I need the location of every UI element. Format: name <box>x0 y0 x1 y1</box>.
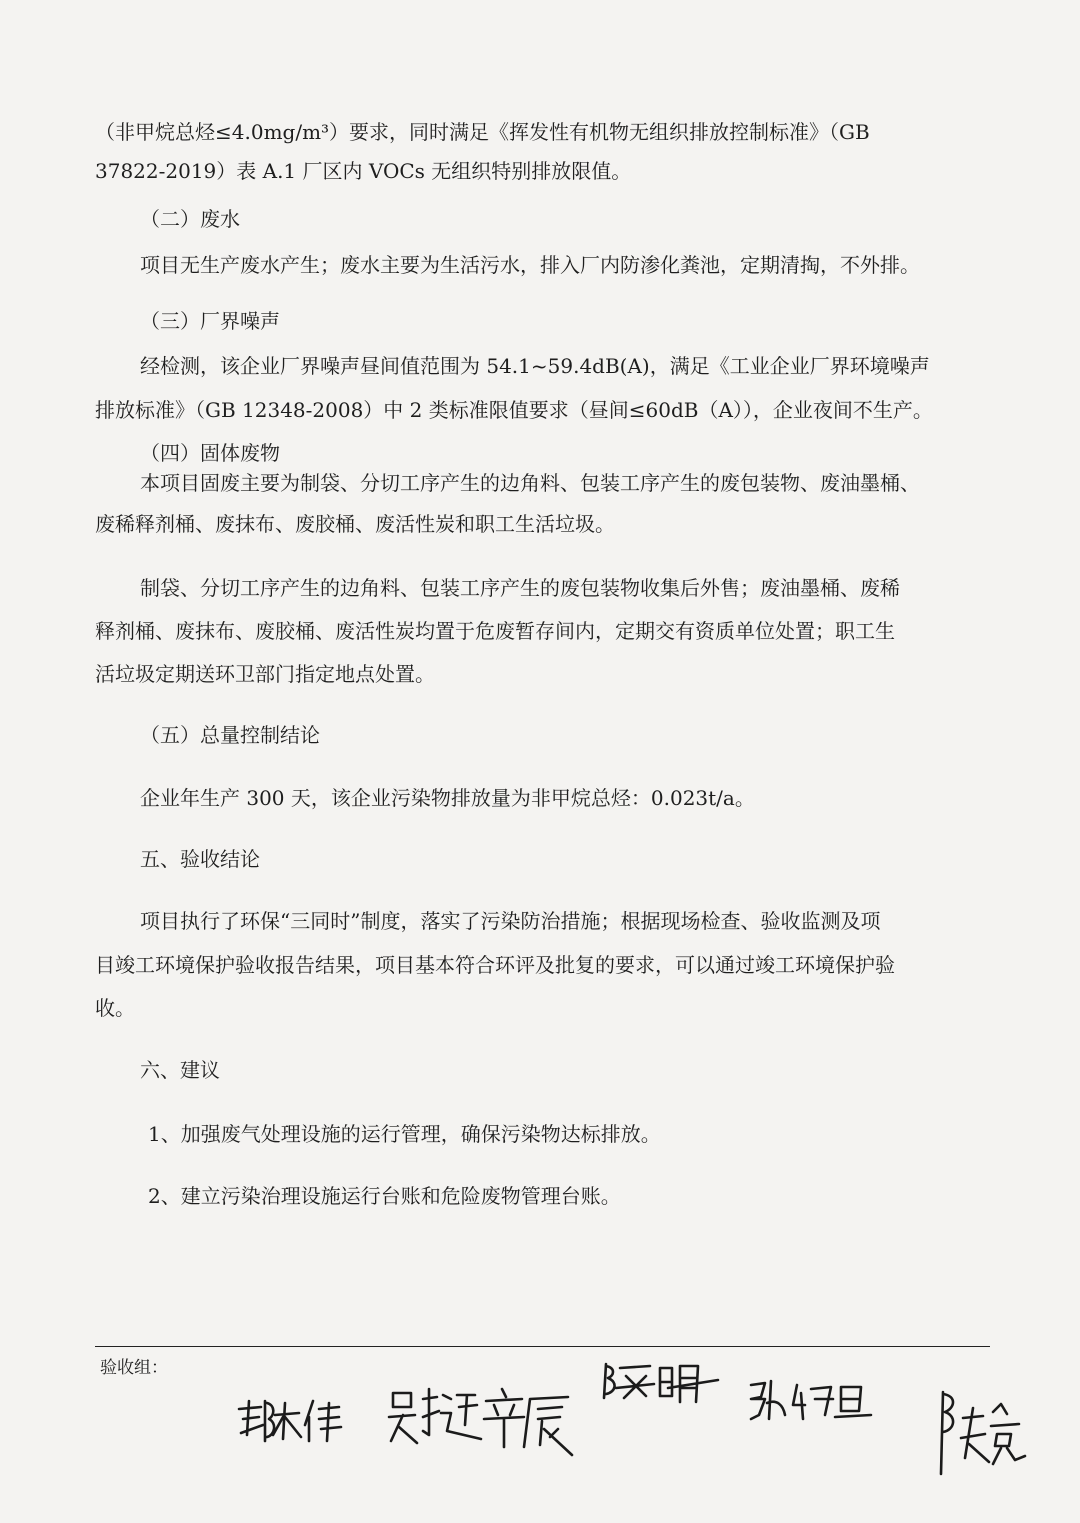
paragraph-line: 活垃圾定期送环卫部门指定地点处置。 <box>95 662 435 686</box>
suggestion-item: 1、加强废气处理设施的运行管理，确保污染物达标排放。 <box>148 1122 661 1146</box>
signature-divider <box>95 1346 990 1347</box>
paragraph-line: 37822-2019）表 A.1 厂区内 VOCs 无组织特别排放限值。 <box>95 159 632 183</box>
paragraph-line: 本项目固废主要为制袋、分切工序产生的边角料、包装工序产生的废包装物、废油墨桶、 <box>140 471 920 495</box>
section-heading-total-control: （五）总量控制结论 <box>140 723 320 747</box>
paragraph-line: 项目无生产废水产生；废水主要为生活污水，排入厂内防渗化粪池，定期清掏，不外排。 <box>140 253 920 277</box>
signature-4 <box>598 1358 723 1408</box>
paragraph-line: 企业年生产 300 天，该企业污染物排放量为非甲烷总烃：0.023t/a。 <box>140 786 755 810</box>
section-heading-solid-waste: （四）固体废物 <box>140 441 280 465</box>
section-heading-suggestions: 六、建议 <box>140 1058 220 1082</box>
section-heading-conclusion: 五、验收结论 <box>140 847 260 871</box>
signature-5 <box>745 1375 875 1425</box>
signature-2 <box>385 1385 485 1450</box>
paragraph-line: 废稀释剂桶、废抹布、废胶桶、废活性炭和职工生活垃圾。 <box>95 512 615 536</box>
signature-3 <box>480 1385 575 1460</box>
section-heading-noise: （三）厂界噪声 <box>140 309 280 333</box>
suggestion-item: 2、建立污染治理设施运行台账和危险废物管理台账。 <box>148 1184 621 1208</box>
paragraph-line: 收。 <box>95 996 135 1020</box>
paragraph-line: 排放标准》（GB 12348-2008）中 2 类标准限值要求（昼间≤60dB（A）），企业夜间不生产。 <box>95 398 933 422</box>
paragraph-line: 释剂桶、废抹布、废胶桶、废活性炭均置于危废暂存间内，定期交有资质单位处置；职工生 <box>95 619 895 643</box>
section-heading-wastewater: （二）废水 <box>140 207 240 231</box>
acceptance-group-label: 验收组： <box>100 1358 168 1378</box>
paragraph-line: 目竣工环境保护验收报告结果，项目基本符合环评及批复的要求，可以通过竣工环境保护验 <box>95 953 895 977</box>
paragraph-line: 制袋、分切工序产生的边角料、包装工序产生的废包装物收集后外售；废油墨桶、废稀 <box>140 576 900 600</box>
signature-6 <box>935 1388 1030 1478</box>
paragraph-line: 项目执行了环保“三同时”制度，落实了污染防治措施；根据现场检查、验收监测及项 <box>140 909 881 933</box>
paragraph-line: （非甲烷总烃≤4.0mg/m³）要求，同时满足《挥发性有机物无组织排放控制标准》（GB <box>95 120 870 144</box>
paragraph-line: 经检测，该企业厂界噪声昼间值范围为 54.1~59.4dB(A)，满足《工业企业厂界环境噪声 <box>140 354 930 378</box>
signature-1 <box>235 1395 345 1445</box>
